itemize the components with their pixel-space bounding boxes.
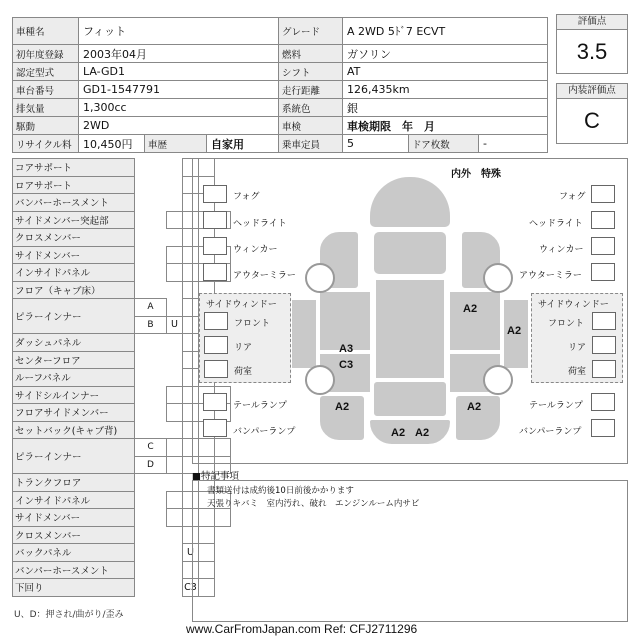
checkbox-mirror-right	[591, 263, 615, 281]
frame-part-label: バックパネル	[13, 544, 135, 562]
label-sw-rear-left: リア	[234, 343, 253, 353]
label-sw-cargo-left: 荷室	[234, 367, 253, 377]
frame-spacer	[167, 369, 183, 387]
label-headlight-right: ヘッドライト	[529, 219, 583, 229]
frame-cell	[167, 386, 183, 404]
frame-spacer	[135, 246, 167, 264]
checkbox-mirror-left	[203, 263, 227, 281]
frame-spacer	[167, 561, 183, 579]
frame-part-label: インサイドパネル	[13, 264, 135, 282]
frame-spacer	[167, 351, 183, 369]
right-front-door	[449, 291, 501, 351]
frame-part-label: バンパーホースメント	[13, 561, 135, 579]
frame-spacer	[167, 579, 183, 597]
label-displacement: 排気量	[13, 99, 79, 117]
left-front-door	[319, 291, 371, 351]
frame-spacer	[167, 544, 183, 562]
frame-spacer	[167, 229, 183, 247]
checkbox-sw-front-left	[204, 312, 228, 330]
frame-spacer	[135, 474, 167, 492]
frame-spacer	[135, 386, 167, 404]
label-capacity: 乗車定員	[279, 135, 343, 153]
value-model: フィット	[79, 18, 279, 45]
damage-mark: A2	[391, 427, 406, 439]
damage-mark: A2	[463, 303, 478, 315]
frame-spacer	[135, 509, 167, 527]
windshield-panel	[373, 231, 447, 275]
wheel-rear-left	[305, 365, 335, 395]
value-chassis: GD1-1547791	[79, 81, 279, 99]
damage-mark: A2	[507, 325, 522, 337]
label-drive: 駆動	[13, 117, 79, 135]
label-taillamp-right: テールランプ	[529, 401, 583, 411]
frame-spacer	[167, 299, 183, 317]
pillar-letter-a: A	[135, 299, 167, 317]
roof-panel	[375, 279, 445, 379]
score-value: 3.5	[556, 29, 628, 74]
frame-spacer	[167, 421, 183, 439]
checkbox-sw-front-right	[592, 312, 616, 330]
notes-box	[192, 480, 628, 622]
frame-cell: C3	[183, 579, 199, 597]
frame-spacer	[135, 561, 167, 579]
label-bumperlamp-left: バンパーランプ	[233, 427, 296, 437]
frame-part-label: インサイドパネル	[13, 491, 135, 509]
value-mileage: 126,435km	[343, 81, 548, 99]
frame-part-label: サイドメンバー	[13, 246, 135, 264]
frame-part-label: クロスメンバー	[13, 526, 135, 544]
wheel-rear-right	[483, 365, 513, 395]
frame-part-label: サイドシルインナー	[13, 386, 135, 404]
frame-part-label: ロアサポート	[13, 176, 135, 194]
damage-mark: A2	[335, 401, 350, 413]
value-first-registration: 2003年04月	[79, 45, 279, 63]
value-history: 自家用	[207, 135, 279, 153]
interior-score-label: 内装評価点	[556, 83, 628, 99]
frame-part-label: コアサポート	[13, 159, 135, 177]
frame-part-label: サイドメンバー突起部	[13, 211, 135, 229]
label-sw-front-left: フロント	[234, 319, 271, 329]
frame-spacer	[135, 491, 167, 509]
footer-reference: www.CarFromJapan.com Ref: CFJ2711296	[186, 622, 418, 636]
damage-mark: C3	[339, 359, 354, 371]
frame-spacer	[135, 281, 167, 299]
label-fuel: 燃料	[279, 45, 343, 63]
frame-part-label: バンパーホースメント	[13, 194, 135, 212]
frame-cell	[167, 509, 183, 527]
frame-spacer	[135, 351, 167, 369]
checkbox-headlight-right	[591, 211, 615, 229]
notes-title: ■特記事項	[192, 471, 239, 482]
label-sw-front-right: フロント	[548, 319, 585, 329]
pillar-letter-c: C	[135, 439, 167, 457]
frame-part-label: ルーフパネル	[13, 369, 135, 387]
frame-part-label: サイドメンバー	[13, 509, 135, 527]
vehicle-info-table	[12, 17, 548, 153]
frame-spacer	[135, 211, 167, 229]
label-mirror-right: アウターミラー	[519, 271, 582, 281]
legend-text: U、D：押され/曲がり/歪み	[14, 610, 124, 620]
hood-panel	[369, 176, 451, 228]
value-inspection: 車検期限 年 月	[343, 117, 548, 135]
frame-part-label: センターフロア	[13, 351, 135, 369]
notes-line-1: 書類送付は成約後10日前後かかります	[207, 486, 354, 496]
damage-mark: A3	[339, 343, 354, 355]
notes-line-2: 天張りキバミ 室内汚れ、破れ エンジンルーム内サビ	[207, 499, 420, 509]
value-fuel: ガソリン	[343, 45, 548, 63]
frame-part-label: クロスメンバー	[13, 229, 135, 247]
frame-spacer	[135, 526, 167, 544]
frame-cell	[167, 404, 183, 422]
frame-cell	[167, 439, 183, 457]
diagram-title: 内外 特殊	[451, 169, 501, 180]
side-window-title-right: サイドウィンドー	[538, 300, 609, 310]
frame-cell	[167, 246, 183, 264]
frame-part-label: ピラーインナー	[13, 439, 135, 474]
score-label: 評価点	[556, 14, 628, 30]
frame-cell	[167, 491, 183, 509]
value-capacity: 5	[343, 135, 409, 153]
value-grade: A 2WD 5ﾄﾞ7 ECVT	[343, 18, 548, 45]
frame-spacer	[167, 474, 183, 492]
side-window-box-right	[531, 293, 623, 383]
frame-part-label: フロアサイドメンバー	[13, 404, 135, 422]
frame-cell	[167, 264, 183, 282]
label-type: 認定型式	[13, 63, 79, 81]
checkbox-fog-right	[591, 185, 615, 203]
frame-spacer	[167, 334, 183, 352]
label-doors: ドア枚数	[409, 135, 479, 153]
value-displacement: 1,300cc	[79, 99, 279, 117]
label-recycle: リサイクル料	[13, 135, 79, 153]
frame-cell	[167, 456, 183, 474]
value-doors: -	[479, 135, 548, 153]
frame-spacer	[135, 194, 167, 212]
frame-part-label: フロア（キャブ床）	[13, 281, 135, 299]
label-history: 車歴	[145, 135, 207, 153]
label-model: 車種名	[13, 18, 79, 45]
left-side-strip	[291, 299, 317, 369]
label-inspection: 車検	[279, 117, 343, 135]
checkbox-sw-cargo-left	[204, 360, 228, 378]
label-taillamp-left: テールランプ	[233, 401, 287, 411]
frame-part-label: トランクフロア	[13, 474, 135, 492]
frame-spacer	[135, 159, 167, 177]
frame-spacer	[135, 176, 167, 194]
checkbox-taillamp-right	[591, 393, 615, 411]
label-winker-right: ウィンカー	[539, 245, 584, 255]
checkbox-sw-rear-right	[592, 336, 616, 354]
frame-spacer	[135, 544, 167, 562]
value-color: 銀	[343, 99, 548, 117]
frame-spacer	[167, 194, 183, 212]
frame-spacer	[135, 334, 167, 352]
frame-part-label: ダッシュパネル	[13, 334, 135, 352]
frame-spacer	[135, 579, 167, 597]
frame-spacer	[135, 229, 167, 247]
frame-spacer	[167, 281, 183, 299]
label-chassis: 車台番号	[13, 81, 79, 99]
checkbox-winker-right	[591, 237, 615, 255]
label-fog-left: フォグ	[233, 192, 260, 202]
frame-spacer	[167, 159, 183, 177]
frame-spacer	[135, 404, 167, 422]
frame-spacer	[167, 526, 183, 544]
label-headlight-left: ヘッドライト	[233, 219, 287, 229]
label-fog-right: フォグ	[559, 192, 586, 202]
pillar-letter-b: B	[135, 316, 167, 334]
frame-cell: U	[183, 544, 199, 562]
checkbox-sw-cargo-right	[592, 360, 616, 378]
value-recycle: 10,450円	[79, 135, 145, 153]
label-shift: シフト	[279, 63, 343, 81]
frame-spacer	[135, 421, 167, 439]
label-mileage: 走行距離	[279, 81, 343, 99]
rear-glass-panel	[373, 381, 447, 417]
label-bumperlamp-right: バンパーランプ	[519, 427, 582, 437]
checkbox-headlight-left	[203, 211, 227, 229]
label-winker-left: ウィンカー	[233, 245, 278, 255]
value-drive: 2WD	[79, 117, 279, 135]
wheel-front-left	[305, 263, 335, 293]
frame-spacer	[167, 176, 183, 194]
rear-bumper-panel	[369, 419, 451, 445]
frame-cell	[167, 211, 183, 229]
label-sw-rear-right: リア	[568, 343, 587, 353]
frame-spacer	[135, 264, 167, 282]
frame-cell-value: U	[167, 316, 183, 334]
wheel-front-right	[483, 263, 513, 293]
checkbox-fog-left	[203, 185, 227, 203]
checkbox-bumperlamp-right	[591, 419, 615, 437]
value-shift: AT	[343, 63, 548, 81]
side-window-box-left	[199, 293, 291, 383]
interior-score-value: C	[556, 98, 628, 144]
label-sw-cargo-right: 荷室	[568, 367, 587, 377]
label-mirror-left: アウターミラー	[233, 271, 296, 281]
checkbox-taillamp-left	[203, 393, 227, 411]
label-first-registration: 初年度登録	[13, 45, 79, 63]
checkbox-winker-left	[203, 237, 227, 255]
damage-mark: A2	[415, 427, 430, 439]
frame-part-label: セットバック(キャブ背)	[13, 421, 135, 439]
value-type: LA-GD1	[79, 63, 279, 81]
frame-spacer	[135, 369, 167, 387]
checkbox-bumperlamp-left	[203, 419, 227, 437]
car-damage-diagram	[192, 158, 628, 464]
label-grade: グレード	[279, 18, 343, 45]
frame-part-label: ピラーインナー	[13, 299, 135, 334]
frame-part-label: 下回り	[13, 579, 135, 597]
label-color: 系統色	[279, 99, 343, 117]
damage-mark: A2	[467, 401, 482, 413]
pillar-letter-d: D	[135, 456, 167, 474]
side-window-title-left: サイドウィンドー	[206, 300, 277, 310]
checkbox-sw-rear-left	[204, 336, 228, 354]
